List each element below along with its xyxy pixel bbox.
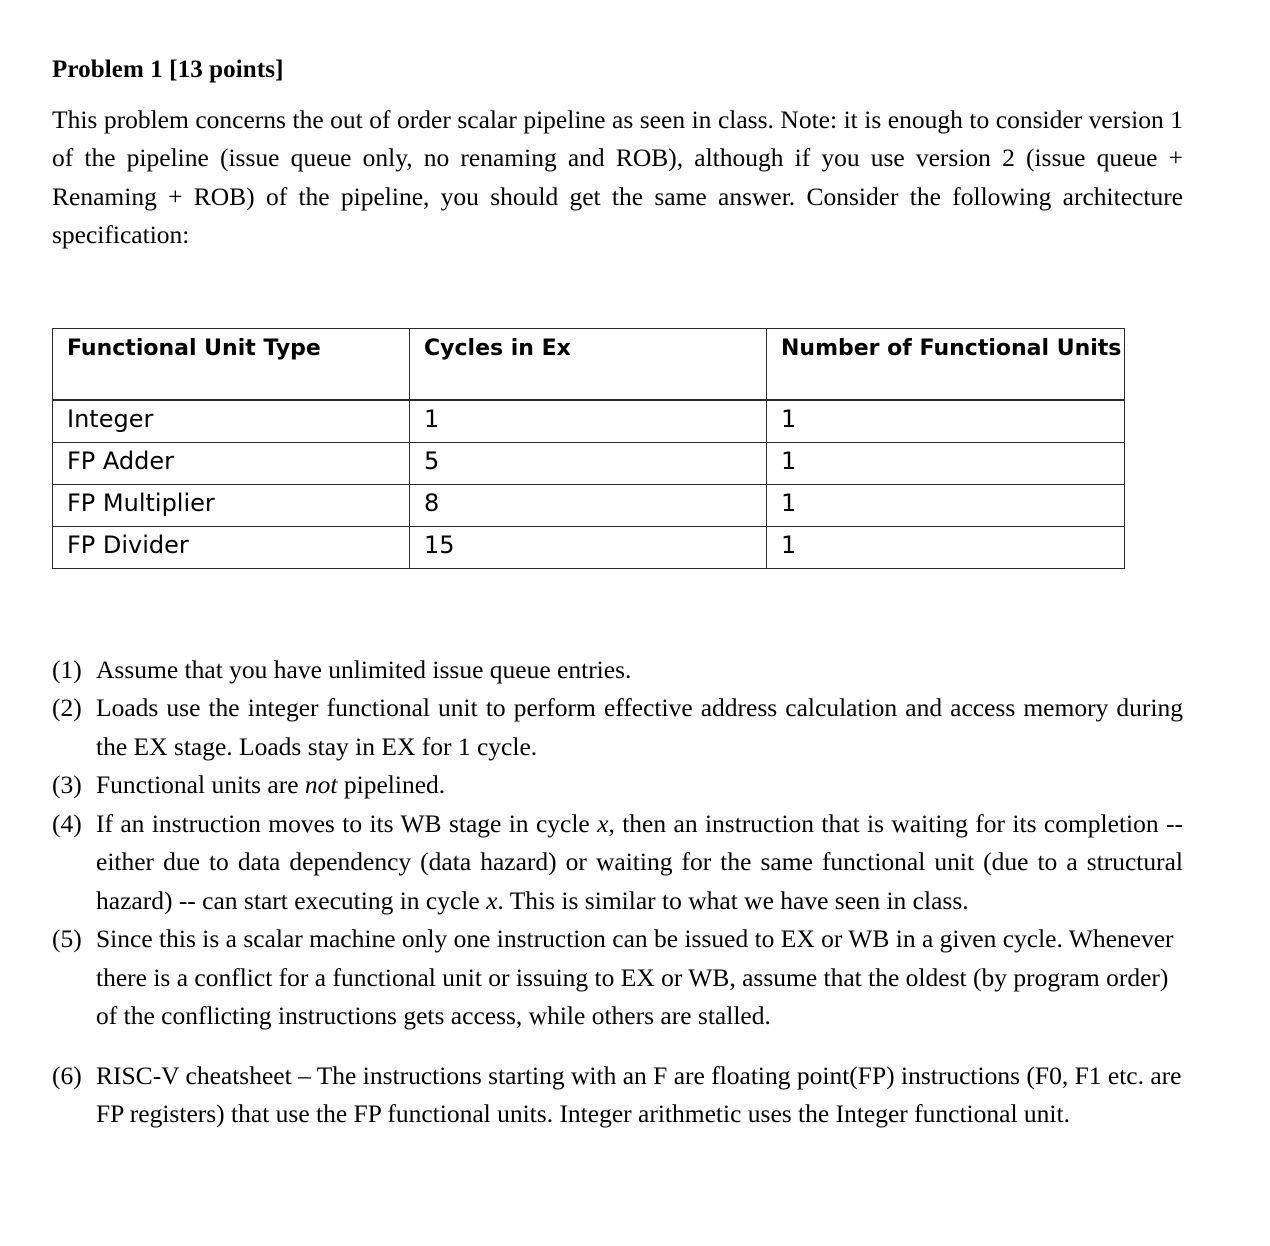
table-header-row: [53, 328, 1125, 400]
list-item-marker: (3): [52, 770, 82, 800]
list-item-segment-3: . This is similar to what we have seen in class.: [497, 885, 969, 915]
list-item-marker: (4): [52, 808, 82, 838]
table-row: [53, 526, 1125, 568]
table-row: [53, 400, 1125, 443]
list-item-marker: (1): [52, 654, 82, 684]
list-item-text: Assume that you have unlimited issue queue entries.: [96, 654, 632, 684]
list-item-text: Loads use the integer functional unit to perform effective address calculation and access memory during the EX stage. Loads stay in EX for 1 cycle.: [96, 693, 1183, 761]
list-item-text-before: Functional units are: [96, 770, 305, 800]
cell-cycles: 1: [410, 400, 767, 443]
table-header: [53, 328, 1125, 400]
list-item-segment-1: If an instruction moves to its WB stage in cycle: [96, 808, 598, 838]
list-item-marker: (2): [52, 693, 82, 723]
list-item-segment-2: , then an instruction that is waiting for its completion -- either due to data dependency (data hazard) or waiting for the same functional unit (due to a structural hazard) -- can start executing in cycle: [96, 808, 1183, 915]
cell-unit-name: FP Multiplier: [53, 484, 410, 526]
list-item: [52, 805, 1183, 921]
cell-unit-name: Integer: [53, 400, 410, 443]
architecture-spec-table-wrapper: [52, 328, 1124, 569]
cell-unit-name: FP Adder: [53, 442, 410, 484]
list-item-text-after: pipelined.: [337, 770, 446, 800]
assumptions-list: [52, 651, 1183, 1134]
intro-paragraph: This problem concerns the out of order scalar pipeline as seen in class. Note: it is enough to consider version 1 of the pipeline (issue queue only, no renaming and ROB), although if you use version 2 (issue queue + Renaming + ROB) of the pipeline, you should get the same answer. Consider the following architecture specification:: [52, 104, 1183, 250]
cell-unit-count: 1: [767, 526, 1125, 568]
table-body: [53, 400, 1125, 569]
list-item: [52, 689, 1183, 766]
cell-unit-count: 1: [767, 484, 1125, 526]
cell-cycles: 8: [410, 484, 767, 526]
cycle-variable-x: x: [597, 808, 609, 838]
table-row: [53, 442, 1125, 484]
list-item: [52, 651, 1183, 690]
list-item-marker: (5): [52, 924, 82, 954]
cell-cycles: 5: [410, 442, 767, 484]
column-header-cycles-in-ex: Cycles in Ex: [410, 328, 767, 400]
list-item-marker: (6): [52, 1060, 82, 1090]
list-item: [52, 766, 1183, 805]
cell-unit-count: 1: [767, 442, 1125, 484]
cell-unit-name: FP Divider: [53, 526, 410, 568]
list-item-emphasis: not: [304, 770, 338, 800]
cell-cycles: 15: [410, 526, 767, 568]
list-item-text: Since this is a scalar machine only one instruction can be issued to EX or WB in a given cycle. Whenever there is a conflict for a functional unit or issuing to EX or WB, assume that the oldest (by program order) of the conflicting instructions gets access, while others are stalled.: [96, 924, 1174, 1031]
column-header-number-of-functional-units: Number of Functional Units: [767, 328, 1125, 400]
column-header-functional-unit-type: Functional Unit Type: [53, 328, 410, 400]
list-item: [52, 920, 1183, 1036]
list-item: [52, 1057, 1183, 1134]
cycle-variable-x: x: [486, 885, 498, 915]
architecture-spec-table: [52, 328, 1125, 569]
page-title: Problem 1 [13 points]: [52, 56, 284, 83]
list-item-text: RISC-V cheatsheet – The instructions starting with an F are floating point(FP) instructions (F0, F1 etc. are FP registers) that use the FP functional units. Integer arithmetic uses the Integer functional unit.: [96, 1060, 1182, 1129]
table-row: [53, 484, 1125, 526]
cell-unit-count: 1: [767, 400, 1125, 443]
